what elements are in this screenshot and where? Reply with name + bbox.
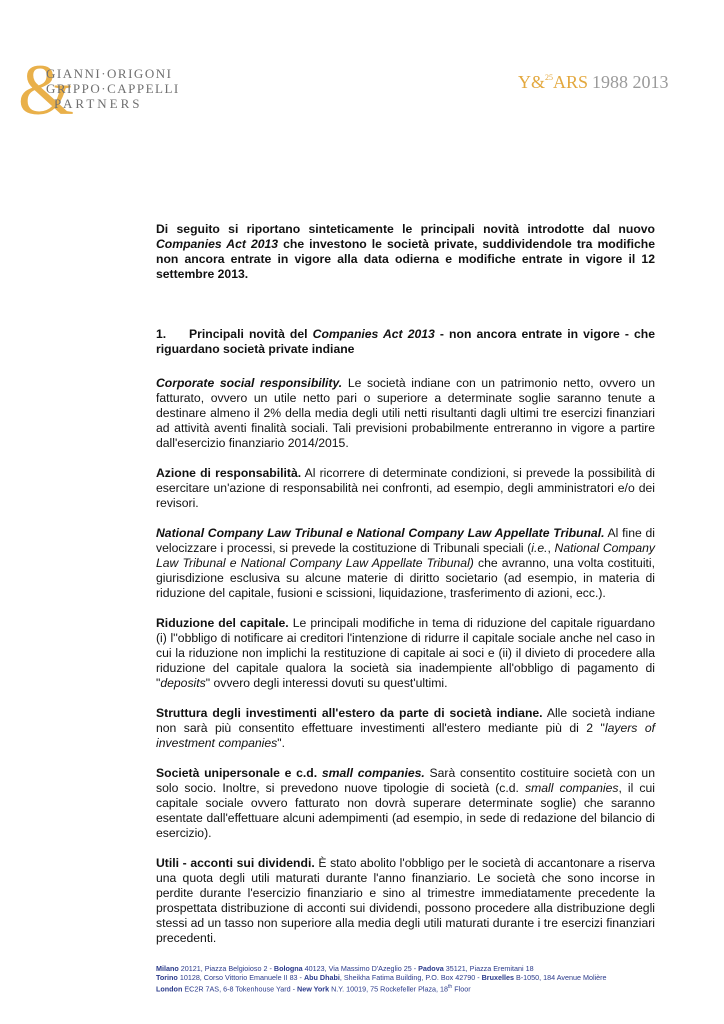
paragraph-italic: i.e. (531, 541, 548, 555)
footer-line-1 (156, 964, 676, 973)
paragraph-title-italic: small companies. (321, 766, 425, 780)
paragraph-text: che avranno, una volta costituiti, giurisdizione esclusiva su alcune materie di diritto societario (ad esempio, in materia di riduzione del capitale, fusioni e scissioni, liquidazione, trasferimento di azioni, ecc.). (156, 556, 656, 600)
paragraph-italic: layers of investment companies (156, 721, 656, 750)
paragraph-title: Corporate social responsibility. (156, 376, 343, 390)
footer-address: N.Y. 10019, 75 Rockefeller Plaza, 18 (329, 984, 449, 994)
paragraph-text: ". (277, 736, 285, 750)
footer-city: Milano (156, 964, 179, 973)
paragraph-title: Società unipersonale e c.d. (156, 766, 322, 780)
footer-city: Torino (156, 973, 178, 983)
logo-line-2: GRIPPO·CAPPELLI (46, 81, 180, 96)
footer-line-2 (156, 973, 676, 982)
section-heading-1 (156, 327, 655, 357)
section-heading-text-2: - non ancora entrate in vigore - che riguardano società private indiane (156, 327, 655, 356)
footer-city: Bruxelles (481, 973, 514, 983)
footer-city: London (156, 984, 183, 994)
paragraph-italic: small companies (525, 781, 619, 795)
footer-city: Padova (418, 964, 444, 973)
section-number: 1. (156, 327, 167, 341)
logo-line-1: GIANNI·ORIGONI (46, 66, 173, 81)
footer-address: 40123, Via Massimo D'Azeglio 25 - (302, 964, 419, 973)
paragraph-text: Sarà consentito costituire società con un solo socio. Inoltre, si prevedono nuove tipologie di società (c.d. (156, 766, 655, 795)
anniversary-logo (518, 72, 669, 93)
paragraph-unipersonale (156, 766, 655, 841)
footer-address: 20121, Piazza Belgioioso 2 - (178, 964, 274, 973)
firm-logo (18, 50, 180, 130)
years-range: 1988 2013 (592, 72, 669, 92)
paragraph-text: Le principali modifiche in tema di riduzione del capitale riguardano (i) l''obbligo di notificare ai creditori l'intenzione di ridurre il capitale sociale anche nel caso in cui la riduzione non implichi la restituzione di capitale ai soci e (ii) il divieto di procedere alla riduzione del capitale qualora la società sia inadempiente all'obbligo di pagamento di " (156, 616, 655, 690)
paragraph-title: Riduzione del capitale. (156, 616, 289, 630)
years-sup: 25 (545, 73, 554, 82)
years-ears: ARS (553, 72, 589, 92)
footer-line-3 (156, 983, 676, 994)
logo-text (46, 66, 180, 111)
paragraph-text: " ovvero degli interessi dovuti su quest'ultimi. (205, 676, 448, 690)
paragraph-text: È stato abolito l'obbligo per le società di accantonare a riserva una quota degli utili maturati durante l'anno finanziario. Le società che sono incorse in perdite durante l'esercizio finanziario e sino al trimestre immediatamente precedente la prospettata distribuzione di acconti sui dividendi, possono procedere alla distribuzione degli stessi ad un tasso non superiore alla media degli utili maturati durante i tre esercizi finanziari precedenti. (156, 856, 655, 945)
footer-address: 10128, Corso Vittorio Emanuele II 83 - (177, 973, 304, 983)
paragraph-title: Struttura degli investimenti all'estero da parte di società indiane. (156, 706, 543, 720)
office-addresses-footer (156, 964, 676, 994)
intro-text-2: che investono le società private, suddividendole tra modifiche non ancora entrate in vigore alla data odierna e modifiche entrate in vigore il 12 settembre 2013. (156, 237, 656, 281)
paragraph-text: , il cui capitale sociale ovvero fatturato non dovrà superare determinate soglie) che saranno esentate dall'effettuare alcuni adempimenti (ad esempio, in sede di redazione del bilancio di esercizio). (156, 781, 655, 840)
intro-text-1: Di seguito si riportano sinteticamente le principali novità introdotte dal nuovo (156, 222, 655, 236)
paragraph-italic: National Company Law Tribunal e National Company Law Appellate Tribunal) (156, 541, 655, 570)
paragraph-csr (156, 376, 655, 451)
paragraph-riduzione (156, 616, 655, 691)
paragraph-text: Al ricorrere di determinate condizioni, si prevede la possibilità di esercitare un'azione di responsabilità nei confronti, ad esempio, degli amministratori e/o dei revisori. (156, 466, 655, 510)
paragraph-italic: deposits (160, 676, 206, 690)
document-body (156, 222, 655, 946)
footer-address: 35121, Piazza Eremitani 18 (443, 964, 534, 973)
paragraph-text: Al fine di velocizzare i processi, si prevede la costituzione di Tribunali speciali ( (156, 526, 655, 555)
footer-address: , Sheikha Fatima Building, P.O. Box 42790 - (339, 973, 482, 983)
footer-city: Bologna (273, 964, 303, 973)
paragraph-text: Alle società indiane non sarà più consentito effettuare investimenti all'estero mediante più di 2 " (156, 706, 655, 735)
intro-italic: Companies Act 2013 (156, 237, 279, 251)
footer-superscript: th (448, 983, 453, 990)
paragraph-title: Utili - acconti sui dividendi. (156, 856, 315, 870)
footer-address: EC2R 7AS, 6-8 Tokenhouse Yard - (182, 984, 298, 994)
years-amp: & (531, 72, 546, 92)
footer-city: Abu Dhabi (303, 973, 340, 983)
section-heading-italic: Companies Act 2013 (312, 327, 435, 341)
paragraph-utili (156, 856, 655, 946)
logo-ampersand: & (18, 50, 75, 130)
paragraph-text: , (547, 541, 555, 555)
logo-line-3: PARTNERS (54, 96, 143, 111)
intro-paragraph (156, 222, 655, 282)
paragraph-struttura (156, 706, 655, 751)
footer-city: New York (297, 984, 330, 994)
paragraph-text: Le società indiane con un patrimonio netto, ovvero un fatturato, ovvero un utile netto pari o superiore a determinate soglie saranno tenute a destinare almeno il 2% della media degli utili netti risultanti dagli ultimi tre esercizi finanziari ad attività aventi finalità sociali. Tali previsioni probabilmente entreranno in vigore a partire dall'esercizio finanziario 2014/2015. (156, 376, 655, 450)
paragraph-nclt (156, 526, 655, 601)
footer-address: Floor (452, 984, 471, 994)
paragraph-azione (156, 466, 655, 511)
footer-address: B-1050, 184 Avenue Molière (513, 973, 607, 983)
paragraph-title: Azione di responsabilità. (156, 466, 302, 480)
paragraph-title: National Company Law Tribunal e National Company Law Appellate Tribunal. (156, 526, 605, 540)
section-heading-text-1: Principali novità del (189, 327, 313, 341)
years-y: Y (518, 72, 531, 92)
